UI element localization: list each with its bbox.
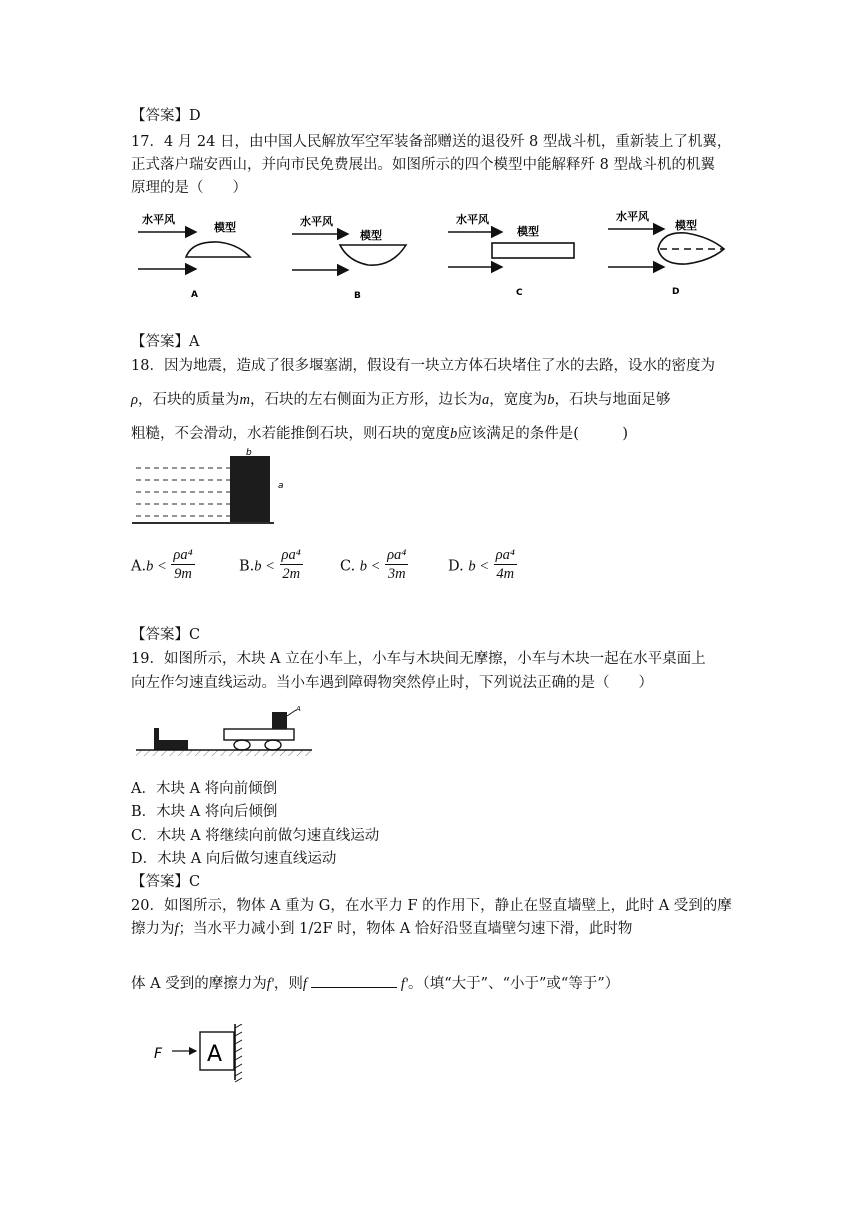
force-label: F (154, 1046, 163, 1062)
fill-in-blank[interactable] (311, 973, 397, 988)
label-b: b (246, 448, 252, 458)
option-label-a: A (191, 290, 198, 300)
symbol-f: f (174, 921, 179, 937)
cart-body (224, 729, 294, 740)
symbol-m: m (239, 392, 250, 408)
fraction: $\frac{\text{ρa⁴}}{9m}$ (173, 547, 193, 582)
q17-model-d (608, 209, 724, 297)
q20-text-line-1: 20．如图所示，物体 A 重为 G，在水平力 F 的作用下，静止在竖直墙壁上，此时 A 受到的摩 (131, 898, 732, 914)
wind-label: 水平风 (456, 213, 489, 226)
symbol-f-prime: f' (400, 976, 409, 992)
q17-answer: 【答案】A (131, 334, 200, 350)
obstacle (154, 740, 188, 750)
fraction: $\frac{\text{ρa⁴}}{2m}$ (281, 547, 301, 582)
option-label-c: C (516, 288, 523, 298)
cart-wheel (265, 740, 281, 750)
q20-text-line-3: 体 A 受到的摩擦力为f'，则f f'。（填“大于”、“小于”或“等于”） (131, 973, 619, 994)
label-a: a (278, 481, 284, 491)
q19-choice-a: A．木块 A 将向前倾倒 (131, 781, 278, 797)
symbol-a: a (481, 392, 490, 408)
fraction: $\frac{\text{ρa⁴}}{3m}$ (387, 547, 407, 582)
block-label: A (296, 705, 301, 713)
block-a (272, 712, 287, 729)
q19-cart-figure (130, 702, 320, 762)
q20-wall-block-figure (150, 1024, 260, 1086)
q18-text-line-3: 粗糙，不会滑动，水若能推倒石块，则石块的宽度b应该满足的条件是( ) (131, 426, 629, 442)
symbol-f: f (302, 976, 307, 992)
q18-option-a: A.b < $\frac{\text{ρa⁴}}{9m}$ (131, 547, 193, 582)
q17-model-b (292, 214, 406, 301)
q18-option-d: D. b < $\frac{\text{ρa⁴}}{4m}$ (448, 547, 515, 582)
q16-answer: 【答案】D (131, 108, 201, 124)
symbol-b: b (547, 392, 555, 408)
q19-answer: 【答案】C (131, 874, 201, 890)
q19-choice-c: C．木块 A 将继续向前做匀速直线运动 (131, 828, 380, 844)
q18-text-line-1: 18．因为地震，造成了很多堰塞湖，假设有一块立方体石块堵住了水的去路，设水的密度为 (131, 358, 715, 374)
q19-text-line-1: 19．如图所示，木块 A 立在小车上，小车与木块间无摩擦，小车与木块一起在水平桌面上 (131, 651, 706, 667)
stone-block (230, 456, 270, 522)
option-label-b: B (354, 291, 361, 301)
q18-stone-water-figure (130, 448, 300, 528)
wind-label: 水平风 (300, 215, 333, 228)
q18-option-c: C. b < $\frac{\text{ρa⁴}}{3m}$ (340, 547, 407, 582)
q17-text-line-3: 原理的是（ ） (131, 180, 247, 196)
symbol-b: b (450, 426, 458, 442)
q19-text-line-2: 向左作匀速直线运动。当小车遇到障碍物突然停止时，下列说法正确的是（ ） (131, 675, 653, 691)
fraction: $\frac{\text{ρa⁴}}{4m}$ (495, 547, 515, 582)
cart-wheel (234, 740, 250, 750)
wind-label: 水平风 (142, 213, 175, 226)
q17-wing-model-figure (130, 205, 740, 305)
model-label: 模型 (517, 225, 539, 238)
model-label: 模型 (214, 221, 236, 234)
q17-text-line-2: 正式落户瑞安西山，并向市民免费展出。如图所示的四个模型中能解释歼 8 型战斗机的机翼 (131, 157, 715, 173)
q18-option-b: B.b < $\frac{\text{ρa⁴}}{2m}$ (239, 547, 301, 582)
block-label: A (207, 1042, 223, 1067)
option-label-d: D (672, 287, 680, 297)
symbol-f-prime: f' (266, 976, 274, 992)
q17-text-line-1: 17．4 月 24 日，由中国人民解放军空军装备部赠送的退役歼 8 型战斗机，重新装上了机翼， (131, 134, 732, 150)
q17-model-a (138, 212, 250, 300)
wind-label: 水平风 (616, 210, 649, 223)
model-label: 模型 (360, 229, 382, 242)
symbol-rho: ρ (131, 392, 138, 408)
q19-choice-b: B．木块 A 将向后倾倒 (131, 804, 278, 820)
model-label: 模型 (675, 219, 697, 232)
q20-text-line-2: 擦力为f；当水平力减小到 1/2F 时，物体 A 恰好沿竖直墙壁匀速下滑，此时物 (131, 921, 633, 937)
q17-model-c (448, 212, 574, 298)
q19-choice-d: D．木块 A 向后做匀速直线运动 (131, 851, 337, 867)
q18-text-line-2: ρ，石块的质量为m，石块的左右侧面为正方形，边长为a，宽度为b，石块与地面足够 (131, 392, 671, 408)
q18-answer: 【答案】C (131, 627, 201, 643)
